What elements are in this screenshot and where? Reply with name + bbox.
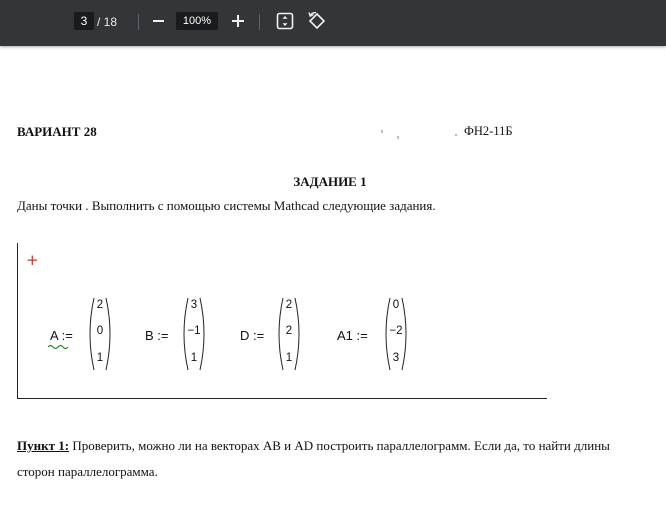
- insert-cursor-icon: +: [26, 251, 39, 269]
- matrix-b: [181, 297, 207, 371]
- pdf-toolbar: [0, 0, 666, 46]
- variant-heading: ВАРИАНТ 28: [17, 124, 97, 139]
- mathcad-region: [17, 243, 547, 399]
- group-label: ФН2-11Б: [464, 124, 513, 138]
- matrix-a-label: A :=: [50, 328, 73, 343]
- punkt-1-text: Проверить, можно ли на векторах AB и AD построить параллелограмм. Если да, то найти длины сторон параллелограмма.: [17, 438, 610, 479]
- matrix-cell: −1: [187, 325, 201, 337]
- matrix-a1: [383, 297, 409, 371]
- pdf-page: [0, 46, 666, 515]
- punkt-1-paragraph: [17, 433, 647, 485]
- rotate-icon: [307, 11, 327, 31]
- punkt-1-label: Пункт 1:: [17, 438, 70, 453]
- fit-to-page-button[interactable]: [276, 12, 294, 30]
- region-border-bottom: [17, 398, 547, 399]
- task-title: ЗАДАНИЕ 1: [293, 174, 367, 189]
- matrix-cell: 2: [285, 299, 293, 311]
- region-border-left: [17, 243, 18, 399]
- matrix-cell: 1: [285, 352, 293, 364]
- zoom-level-input[interactable]: 100%: [176, 12, 218, 30]
- page-number-input[interactable]: 3: [74, 12, 94, 30]
- matrix-cell: 1: [190, 352, 198, 364]
- plus-icon: [229, 11, 247, 31]
- faint-mark: [455, 134, 457, 136]
- zoom-in-button[interactable]: [229, 11, 247, 31]
- matrix-b-label: B :=: [145, 328, 169, 343]
- matrix-a1-label: A1 :=: [337, 328, 368, 343]
- toolbar-divider: [138, 14, 139, 30]
- matrix-cell: 2: [96, 299, 104, 311]
- fit-page-icon: [276, 12, 294, 30]
- matrix-cell: 1: [96, 352, 104, 364]
- matrix-cell: −2: [389, 325, 403, 337]
- faint-mark: [397, 136, 399, 139]
- matrix-cell: 2: [285, 325, 293, 337]
- rotate-button[interactable]: [307, 11, 327, 31]
- toolbar-divider: [259, 14, 260, 30]
- matrix-cell: 3: [190, 299, 198, 311]
- page-total: / 18: [97, 15, 118, 29]
- zoom-out-button[interactable]: [150, 11, 168, 31]
- task-intro: Даны точки . Выполнить с помощью системы Mathcad следующие задания.: [17, 198, 436, 213]
- matrix-a: [87, 297, 113, 371]
- matrix-d: [276, 297, 302, 371]
- minus-icon: [150, 11, 168, 31]
- error-squiggle: [48, 344, 68, 349]
- faint-mark: [381, 130, 383, 133]
- matrix-d-label: D :=: [240, 328, 265, 343]
- matrix-cell: 0: [392, 299, 400, 311]
- matrix-cell: 3: [392, 352, 400, 364]
- matrix-cell: 0: [96, 325, 104, 337]
